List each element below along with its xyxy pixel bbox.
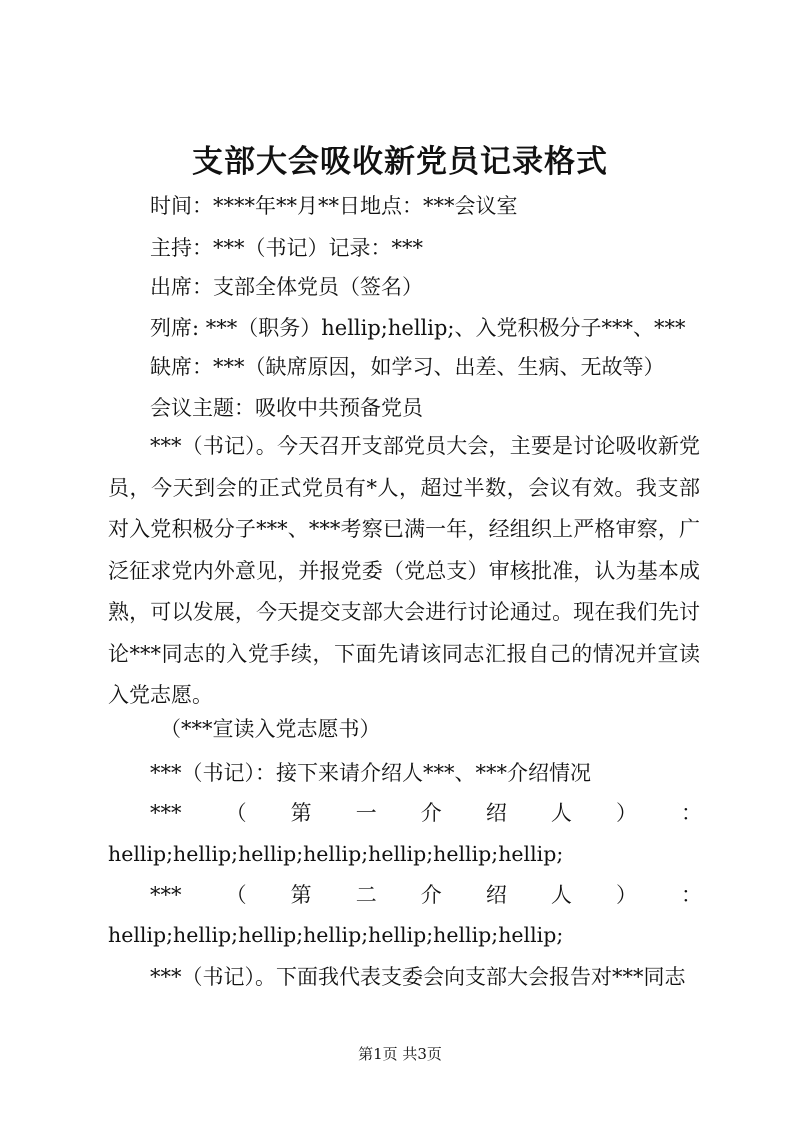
intro-1-part: *** [150, 801, 182, 825]
introducer-1-heading [150, 798, 702, 828]
document-title: 支部大会吸收新党员记录格式 [192, 144, 608, 180]
note-line: （***宣读入党志愿书） [160, 717, 381, 741]
meta-topic: 会议主题：吸收中共预备党员 [150, 396, 423, 420]
intro-2-part: 介 [420, 883, 442, 907]
paragraph-opening: ***（书记）。今天召开支部党员大会，主要是讨论吸收新党员，今天到会的正式党员有*人，超过半数，会议有效。我支部对入党积极分子***、***考察已满一年，经组织上严格审察，广泛征求党内外意见，并报党委（党总支）审核批准，认为基本成熟，可以发展，今天提交支部大会进行讨论通过。现在我们先讨论***同志的入党手续，下面先请该同志汇报自己的情况并宣读入党志愿。 [108, 434, 700, 707]
page-footer: 第1页 共3页 [358, 1045, 442, 1063]
intro-2-part: *** [150, 883, 182, 907]
intro-2-part: 绍 [485, 883, 507, 907]
intro-1-part: 一 [355, 801, 377, 825]
intro-2-part: 二 [355, 883, 377, 907]
intro-1-part: 介 [420, 801, 442, 825]
meta-absent: 缺席：***（缺席原因，如学习、出差、生病、无故等） [150, 355, 665, 379]
introducer-1-content: hellip;hellip;hellip;hellip;hellip;hellip;hellip; [108, 842, 564, 866]
intro-1-part: ： [681, 801, 702, 825]
closing-line: ***（书记）。下面我代表支委会向支部大会报告对***同志 [150, 965, 686, 989]
introducer-2-heading [150, 880, 702, 910]
meta-time-location: 时间：****年**月**日地点：***会议室 [150, 194, 518, 218]
meta-observers: 列席: ***（职务）hellip;hellip;、入党积极分子***、*** [150, 316, 686, 340]
intro-2-part: ： [681, 883, 702, 907]
introducer-2-content: hellip;hellip;hellip;hellip;hellip;hellip;hellip; [108, 923, 564, 947]
intro-1-part: 第 [290, 801, 312, 825]
introducers-line: ***（书记）：接下来请介绍人***、***介绍情况 [150, 761, 591, 785]
intro-2-part: 第 [290, 883, 312, 907]
intro-1-part: （ [225, 801, 247, 825]
intro-1-part: 人 [550, 801, 572, 825]
meta-attendance: 出席：支部全体党员（签名） [150, 275, 423, 299]
intro-1-part: ） [615, 801, 637, 825]
intro-2-part: ） [615, 883, 637, 907]
intro-2-part: 人 [550, 883, 572, 907]
intro-1-part: 绍 [485, 801, 507, 825]
meta-host-recorder: 主持：***（书记）记录：*** [150, 236, 423, 260]
intro-2-part: （ [225, 883, 247, 907]
